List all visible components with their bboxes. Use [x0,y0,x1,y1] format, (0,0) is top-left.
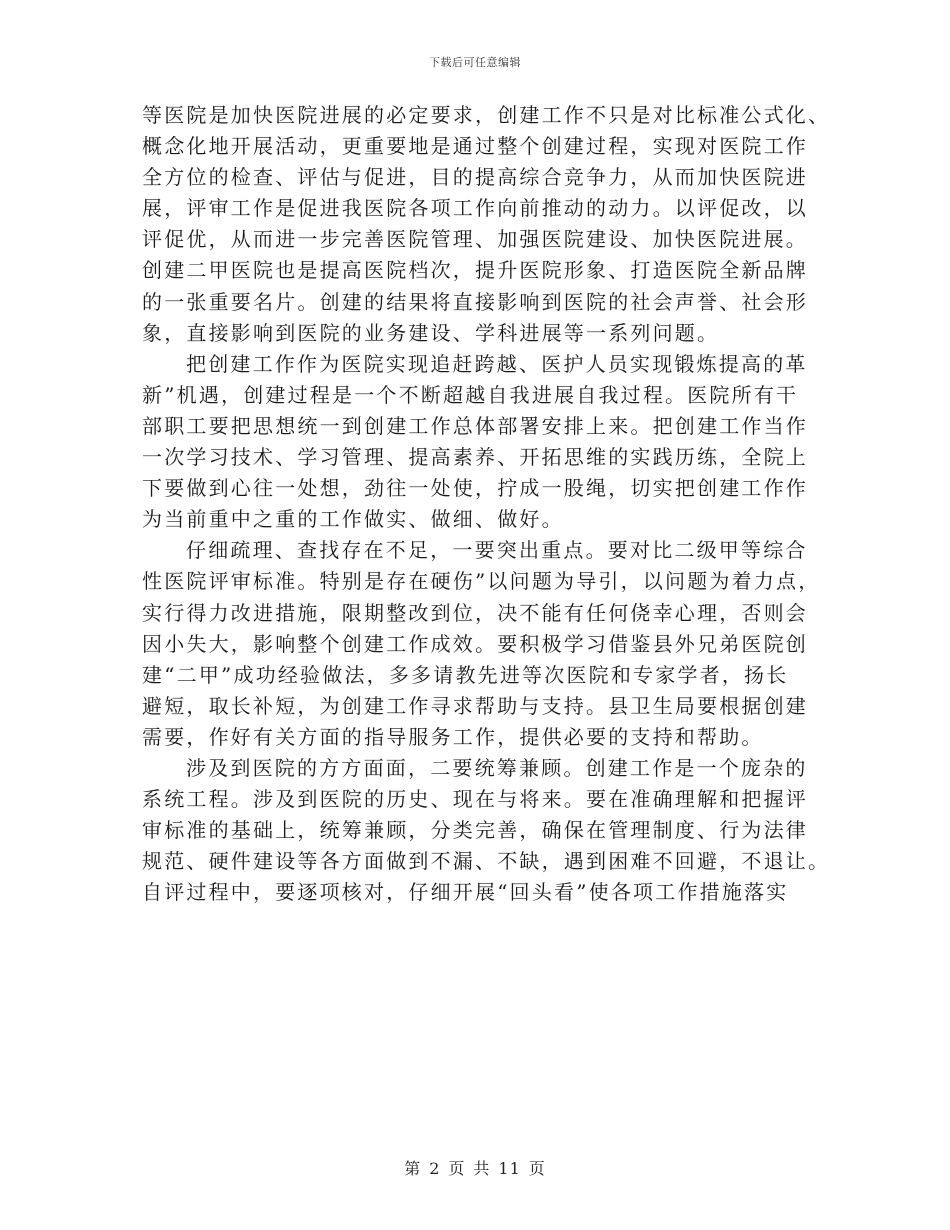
text-line: 系统工程。涉及到医院的历史、现在与将来。要在准确理解和把握评 [142,787,808,812]
text-line: 一次学习技术、学习管理、提高素养、开拓思维的实践历练，全院上 [142,445,808,470]
text-line: 全方位的检查、评估与促进，目的提高综合竞争力，从而加快医院进 [142,165,808,190]
current-page-number: 2 [429,1159,441,1178]
total-page-count: 11 [498,1159,521,1178]
text-line: 评促优，从而进一步完善医院管理、加强医院建设、加快医院进展。 [142,227,808,252]
text-line: 创建二甲医院也是提高医院档次，提升医院形象、打造医院全新品牌 [142,258,808,283]
paragraph-4 [142,753,831,908]
paragraph-3 [142,535,821,753]
text-line: 部职工要把思想统一到创建工作总体部署安排上来。把创建工作当作 [142,413,808,438]
text-line: 展，评审工作是促进我医院各项工作向前推动的动力。以评促改，以 [142,196,808,221]
text-line: 因小失大，影响整个创建工作成效。要积极学习借鉴县外兄弟医院创 [142,631,808,656]
page-number-joiner: 共 [473,1159,491,1178]
text-line: 的一张重要名片。创建的结果将直接影响到医院的社会声誉、社会形 [142,289,808,314]
page-number-middle: 页 [448,1159,466,1178]
paragraph-2 [142,349,808,536]
text-line: 需要，作好有关方面的指导服务工作，提供必要的支持和帮助。 [142,724,764,749]
page-number-prefix: 第 [404,1159,422,1178]
text-line: 避短，取长补短，为创建工作寻求帮助与支持。县卫生局要根据创建 [142,693,808,718]
text-line: 性医院评审标准。特别是存在硬伤”以问题为导引，以问题为着力点， [142,569,821,594]
text-line: 下要做到心往一处想，劲往一处使，拧成一股绳，切实把创建工作作 [142,476,808,501]
text-line: 把创建工作作为医院实现追赶跨越、医护人员实现锻炼提高的革 [186,351,808,376]
text-line: 涉及到医院的方方面面，二要统筹兼顾。创建工作是一个庞杂的 [186,755,808,780]
page-number-footer [0,1156,950,1179]
text-line: 新”机遇，创建过程是一个不断超越自我进展自我过程。医院所有干 [142,382,799,407]
text-line: 实行得力改进措施，限期整改到位，决不能有任何侥幸心理，否则会 [142,600,808,625]
document-body [142,100,831,908]
text-line: 等医院是加快医院进展的必定要求，创建工作不只是对比标准公式化、 [142,103,831,127]
text-line: 规范、硬件建设等各方面做到不漏、不缺，遇到困难不回避，不退让。 [142,849,831,874]
text-line: 审标准的基础上，统筹兼顾，分类完善，确保在管理制度、行为法律 [142,818,808,843]
text-line: 象，直接影响到医院的业务建设、学科进展等一系列问题。 [142,320,720,345]
page-header: 下载后可任意编辑 [429,56,521,69]
page-number-suffix: 页 [528,1159,546,1178]
text-line: 为当前重中之重的工作做实、做细、做好。 [142,507,564,532]
text-line: 仔细疏理、查找存在不足，一要突出重点。要对比二级甲等综合 [186,538,808,563]
paragraph-1 [142,100,831,349]
text-line: 建“二甲”成功经验做法，多多请教先进等次医院和专家学者，扬长 [142,662,789,687]
text-line: 自评过程中，要逐项核对，仔细开展“回头看”使各项工作措施落实 [142,880,789,905]
text-line: 概念化地开展活动，更重要地是通过整个创建过程，实现对医院工作 [142,134,808,159]
